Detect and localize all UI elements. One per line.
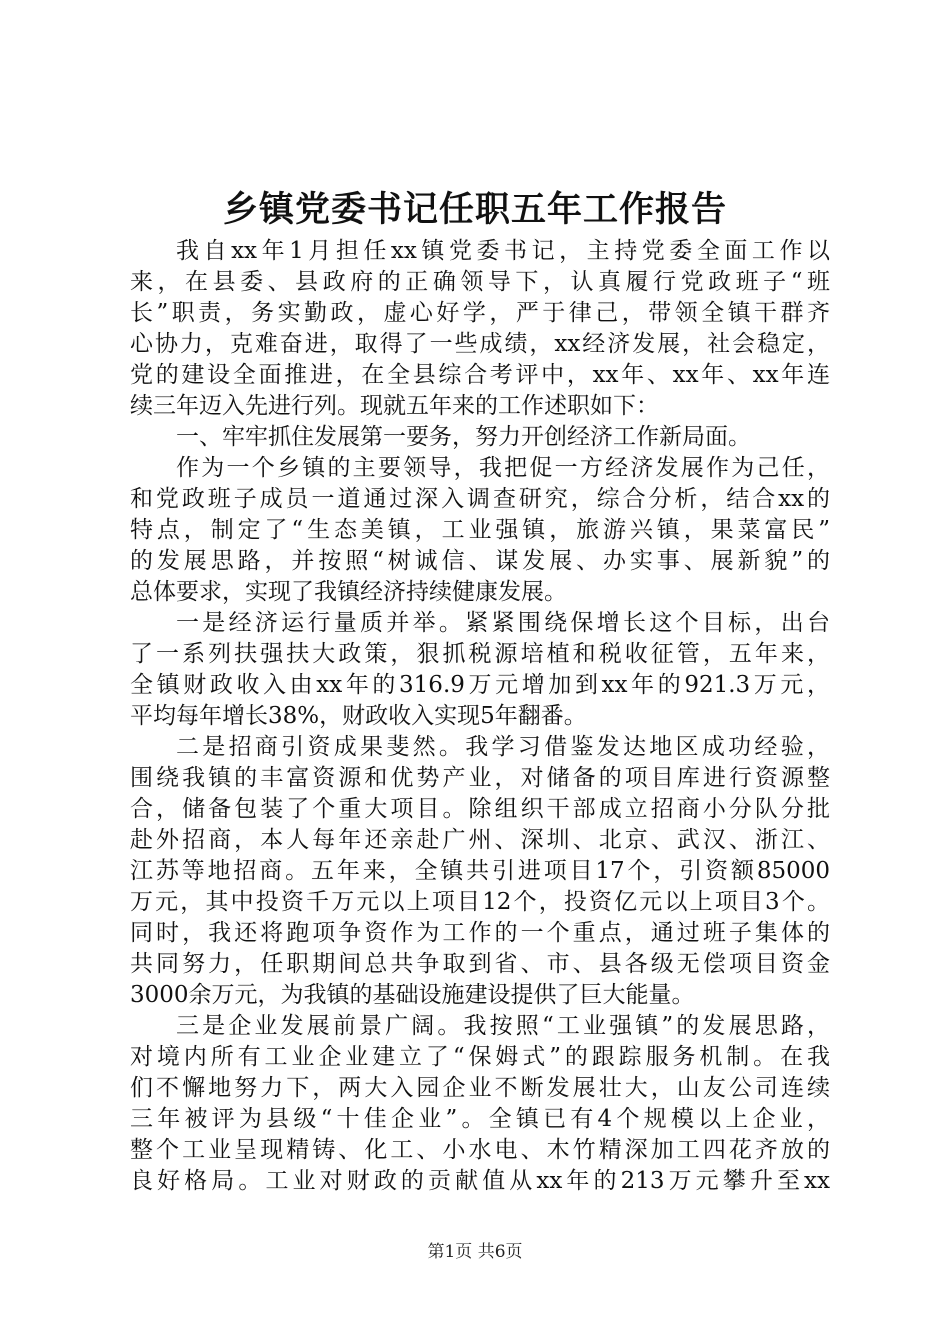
document-body xyxy=(130,236,830,1197)
document-title: 乡镇党委书记任职五年工作报告 xyxy=(222,189,727,230)
text-line: 来，在县委、县政府的正确领导下，认真履行党政班子“班 xyxy=(130,269,830,295)
text-line: 们不懈地努力下，两大入园企业不断发展壮大，山友公司连续 xyxy=(130,1075,830,1101)
text-line: 心协力，克难奋进，取得了一些成绩，xx经济发展，社会稳定， xyxy=(130,331,830,357)
text-line: 二是招商引资成果斐然。我学习借鉴发达地区成功经验， xyxy=(176,734,830,760)
text-line: 平均每年增长38%，财政收入实现5年翻番。 xyxy=(130,703,587,729)
text-line: 三是企业发展前景广阔。我按照“工业强镇”的发展思路， xyxy=(176,1013,830,1039)
text-line: 了一系列扶强扶大政策，狠抓税源培植和税收征管，五年来， xyxy=(130,641,830,667)
text-line: 我自xx年1月担任xx镇党委书记，主持党委全面工作以 xyxy=(176,238,830,264)
text-line: 良好格局。工业对财政的贡献值从xx年的213万元攀升至xx xyxy=(130,1168,830,1194)
page-indicator: 第1页 共6页 xyxy=(427,1242,523,1262)
text-line: 整个工业呈现精铸、化工、小水电、木竹精深加工四花齐放的 xyxy=(130,1137,830,1163)
text-line: 合，储备包装了个重大项目。除组织干部成立招商小分队分批 xyxy=(130,796,830,822)
text-line: 同时，我还将跑项争资作为工作的一个重点，通过班子集体的 xyxy=(130,920,830,946)
text-line: 赴外招商，本人每年还亲赴广州、深圳、北京、武汉、浙江、 xyxy=(130,827,830,853)
text-line: 对境内所有工业企业建立了“保姆式”的跟踪服务机制。在我 xyxy=(130,1044,830,1070)
text-line: 3000余万元，为我镇的基础设施建设提供了巨大能量。 xyxy=(130,982,695,1008)
text-line: 续三年迈入先进行列。现就五年来的工作述职如下： xyxy=(130,393,659,419)
text-line: 特点，制定了“生态美镇，工业强镇，旅游兴镇，果菜富民” xyxy=(130,517,830,543)
text-line: 和党政班子成员一道通过深入调查研究，综合分析，结合xx的 xyxy=(130,486,830,512)
text-line: 一是经济运行量质并举。紧紧围绕保增长这个目标，出台 xyxy=(176,610,830,636)
text-line: 长”职责，务实勤政，虚心好学，严于律己，带领全镇干群齐 xyxy=(130,300,830,326)
section-heading: 一、牢牢抓住发展第一要务，努力开创经济工作新局面。 xyxy=(176,424,751,450)
text-line: 作为一个乡镇的主要领导，我把促一方经济发展作为己任， xyxy=(176,455,830,481)
text-line: 党的建设全面推进，在全县综合考评中，xx年、xx年、xx年连 xyxy=(130,362,830,388)
text-line: 围绕我镇的丰富资源和优势产业，对储备的项目库进行资源整 xyxy=(130,765,830,791)
text-line: 江苏等地招商。五年来，全镇共引进项目17个，引资额85000 xyxy=(130,858,830,884)
text-line: 共同努力，任职期间总共争取到省、市、县各级无偿项目资金 xyxy=(130,951,830,977)
text-line: 三年被评为县级“十佳企业”。全镇已有4个规模以上企业， xyxy=(130,1106,830,1132)
text-line: 全镇财政收入由xx年的316.9万元增加到xx年的921.3万元， xyxy=(130,672,830,698)
text-line: 万元，其中投资千万元以上项目12个，投资亿元以上项目3个。 xyxy=(130,889,830,915)
text-line: 总体要求，实现了我镇经济持续健康发展。 xyxy=(130,579,567,605)
text-line: 的发展思路，并按照“树诚信、谋发展、办实事、展新貌”的 xyxy=(130,548,830,574)
